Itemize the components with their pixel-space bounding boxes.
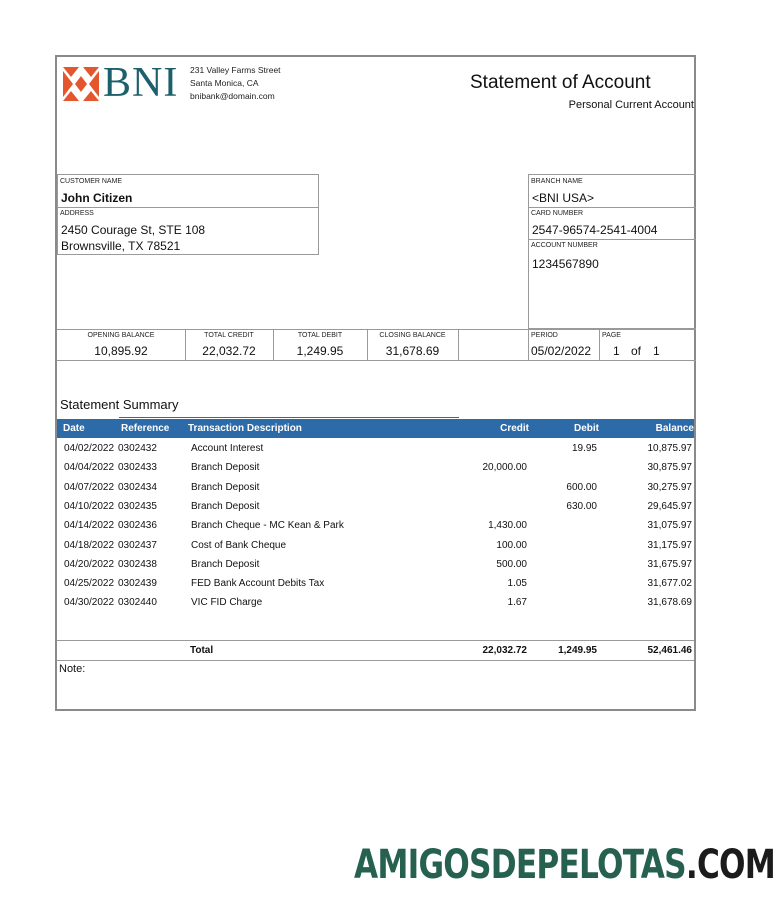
address-line2: Brownsville, TX 78521 bbox=[61, 239, 181, 253]
cell-date: 04/14/2022 bbox=[64, 520, 115, 532]
watermark bbox=[354, 842, 775, 888]
cell-description: Branch Deposit bbox=[191, 462, 260, 474]
cell-debit: 19.95 bbox=[571, 443, 597, 454]
total-credit: 22,032.72 bbox=[482, 645, 527, 656]
divider bbox=[458, 329, 459, 360]
page-label: PAGE bbox=[602, 332, 621, 339]
cell-date: 04/30/2022 bbox=[64, 597, 115, 609]
cell-description: Branch Deposit bbox=[191, 481, 260, 493]
closing-balance-label: CLOSING BALANCE bbox=[379, 332, 446, 339]
cell-debit: 630.00 bbox=[566, 500, 597, 512]
divider bbox=[528, 329, 529, 360]
cell-description: Branch Cheque - MC Kean & Park bbox=[191, 520, 344, 532]
cell-date: 04/18/2022 bbox=[64, 539, 115, 551]
bni-logo bbox=[63, 60, 183, 106]
opening-balance-value: 10,895.92 bbox=[94, 344, 148, 358]
statement-summary-title: Statement Summary bbox=[60, 397, 179, 412]
cell-description: Account Interest bbox=[191, 443, 264, 454]
statement-sheet bbox=[55, 55, 696, 711]
bank-address-line2: Santa Monica, CA bbox=[190, 78, 259, 88]
watermark-suffix: .COM bbox=[685, 842, 775, 888]
cell-credit: 100.00 bbox=[496, 539, 527, 551]
bank-address bbox=[190, 64, 281, 103]
total-row bbox=[57, 642, 694, 661]
total-label: Total bbox=[190, 645, 214, 656]
col-debit: Debit bbox=[574, 423, 599, 434]
cell-reference: 0302432 bbox=[118, 443, 157, 454]
cell-description: FED Bank Account Debits Tax bbox=[191, 578, 325, 590]
total-debit-value: 1,249.95 bbox=[296, 344, 344, 358]
cell-reference: 0302435 bbox=[118, 500, 157, 512]
cell-date: 04/25/2022 bbox=[64, 578, 115, 590]
table-row bbox=[57, 479, 694, 498]
cell-reference: 0302437 bbox=[118, 539, 157, 551]
cell-description: Cost of Bank Cheque bbox=[191, 539, 287, 551]
col-credit: Credit bbox=[500, 423, 529, 434]
cell-reference: 0302436 bbox=[118, 520, 157, 532]
branch-name-label: BRANCH NAME bbox=[531, 178, 583, 185]
cell-credit: 20,000.00 bbox=[482, 462, 527, 474]
totals-bottom-line bbox=[57, 360, 696, 361]
cell-date: 04/20/2022 bbox=[64, 558, 115, 570]
totals-top-line bbox=[57, 329, 696, 330]
total-balance: 52,461.46 bbox=[647, 645, 692, 656]
total-debit-label: TOTAL DEBIT bbox=[297, 332, 343, 339]
transactions-header bbox=[57, 419, 694, 438]
cell-balance: 30,275.97 bbox=[647, 481, 692, 493]
cell-balance: 31,075.97 bbox=[647, 520, 692, 532]
divider bbox=[529, 239, 696, 240]
cell-date: 04/10/2022 bbox=[64, 500, 115, 512]
bni-logo-text: BNI bbox=[103, 60, 179, 106]
cell-balance: 29,645.97 bbox=[647, 500, 692, 512]
cell-balance: 31,678.69 bbox=[647, 597, 692, 609]
cell-credit: 1,430.00 bbox=[488, 520, 527, 532]
note-label: Note: bbox=[59, 663, 86, 675]
period-label: PERIOD bbox=[531, 332, 558, 339]
bank-address-line1: 231 Valley Farms Street bbox=[190, 65, 281, 75]
divider bbox=[599, 329, 600, 360]
bni-logo-icon bbox=[63, 67, 99, 101]
address-line1: 2450 Courage St, STE 108 bbox=[61, 223, 206, 237]
table-row bbox=[57, 517, 694, 536]
table-row bbox=[57, 575, 694, 594]
account-number-label: ACCOUNT NUMBER bbox=[531, 242, 598, 249]
table-row bbox=[57, 594, 694, 613]
divider bbox=[529, 207, 696, 208]
cell-date: 04/07/2022 bbox=[64, 481, 115, 493]
cell-balance: 30,875.97 bbox=[647, 462, 692, 474]
branch-name: <BNI USA> bbox=[532, 191, 595, 205]
statement-subtitle: Personal Current Account bbox=[568, 99, 694, 111]
account-number: 1234567890 bbox=[532, 257, 599, 271]
card-number: 2547-96574-2541-4004 bbox=[532, 223, 658, 237]
cell-reference: 0302439 bbox=[118, 578, 157, 590]
bank-email: bnibank@domain.com bbox=[190, 91, 275, 101]
col-reference: Reference bbox=[121, 423, 170, 434]
watermark-main: AMIGOSDEPELOTAS bbox=[354, 842, 686, 888]
cell-debit: 600.00 bbox=[566, 481, 597, 493]
closing-balance-value: 31,678.69 bbox=[385, 344, 440, 358]
cell-balance: 31,175.97 bbox=[647, 539, 692, 551]
total-credit-value: 22,032.72 bbox=[202, 344, 256, 358]
cell-credit: 1.05 bbox=[507, 578, 527, 590]
customer-name: John Citizen bbox=[61, 191, 133, 205]
cell-credit: 500.00 bbox=[496, 558, 527, 570]
cell-description: VIC FID Charge bbox=[191, 597, 263, 609]
table-row bbox=[57, 537, 694, 556]
divider bbox=[58, 207, 318, 208]
cell-reference: 0302434 bbox=[118, 481, 157, 493]
page-of: of bbox=[631, 344, 642, 358]
cell-balance: 31,677.02 bbox=[647, 578, 692, 590]
table-row bbox=[57, 498, 694, 517]
card-number-label: CARD NUMBER bbox=[531, 210, 584, 217]
cell-date: 04/02/2022 bbox=[64, 443, 115, 454]
address-label: ADDRESS bbox=[60, 210, 94, 217]
col-date: Date bbox=[63, 423, 85, 434]
page-current: 1 bbox=[613, 344, 620, 358]
total-top-line bbox=[57, 640, 694, 641]
statement-title: Statement of Account bbox=[470, 72, 651, 93]
summary-underline bbox=[119, 417, 459, 418]
cell-balance: 31,675.97 bbox=[647, 558, 692, 570]
table-row bbox=[57, 459, 694, 478]
table-row bbox=[57, 556, 694, 575]
cell-reference: 0302438 bbox=[118, 558, 157, 570]
customer-name-label: CUSTOMER NAME bbox=[60, 178, 123, 185]
page-total: 1 bbox=[653, 344, 660, 358]
customer-box bbox=[57, 174, 319, 255]
total-debit: 1,249.95 bbox=[558, 645, 597, 656]
cell-reference: 0302433 bbox=[118, 462, 157, 474]
cell-balance: 10,875.97 bbox=[647, 443, 692, 454]
table-row bbox=[57, 440, 694, 459]
opening-balance-label: OPENING BALANCE bbox=[87, 332, 155, 339]
col-description: Transaction Description bbox=[188, 423, 302, 434]
cell-description: Branch Deposit bbox=[191, 558, 260, 570]
branch-box bbox=[528, 174, 696, 329]
col-balance: Balance bbox=[655, 423, 694, 434]
cell-credit: 1.67 bbox=[507, 597, 527, 609]
cell-date: 04/04/2022 bbox=[64, 462, 115, 474]
total-credit-label: TOTAL CREDIT bbox=[204, 332, 254, 339]
cell-description: Branch Deposit bbox=[191, 500, 260, 512]
cell-reference: 0302440 bbox=[118, 597, 157, 609]
period-value: 05/02/2022 bbox=[531, 344, 592, 358]
